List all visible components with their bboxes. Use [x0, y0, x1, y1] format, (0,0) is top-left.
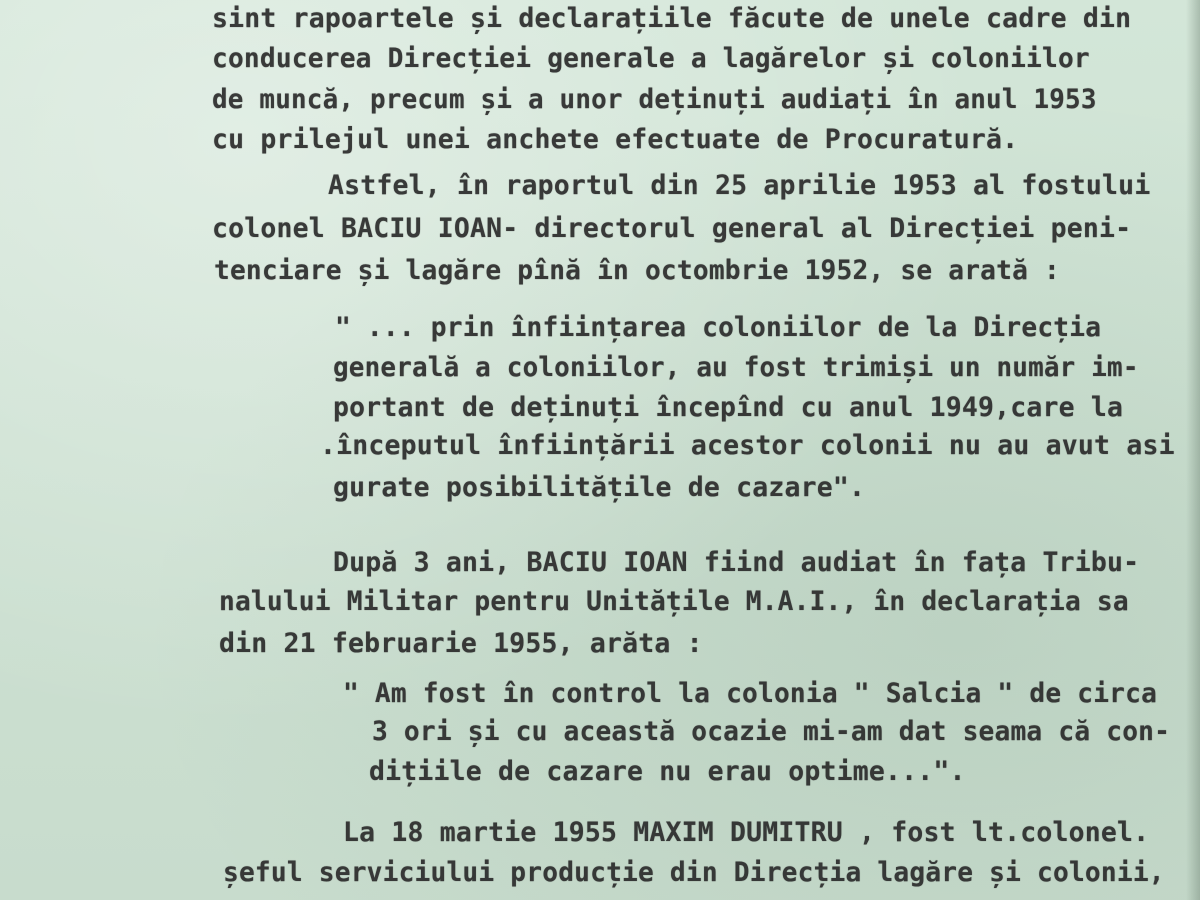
text-line: conducerea Direcției generale a lagărelor și coloniilor — [212, 43, 1090, 74]
text-line: După 3 ani, BACIU IOAN fiind audiat în fața Tribu- — [333, 547, 1140, 578]
text-line: nalului Militar pentru Unitățile M.A.I., în declarația sa — [219, 586, 1129, 617]
quote-line: dițiile de cazare nu erau optime...". — [369, 756, 966, 787]
text-line: din 21 februarie 1955, arăta : — [219, 628, 703, 659]
text-line: cu prilejul unei anchete efectuate de Procuratură. — [212, 124, 1019, 155]
quote-line: gurate posibilitățile de cazare". — [333, 472, 866, 503]
quote-line: 3 ori și cu această ocazie mi-am dat seama că con- — [372, 716, 1171, 747]
quote-line: " ... prin înființarea coloniilor de la Direcția — [335, 312, 1102, 343]
quote-line: .începutul înființării acestor colonii nu au avut asi — [320, 430, 1175, 461]
text-line: tenciare și lagăre pînă în octombrie 1952, se arată : — [214, 255, 1060, 286]
text-line: La 18 martie 1955 MAXIM DUMITRU , fost lt.colonel. — [343, 817, 1150, 848]
quote-line: " Am fost în control la colonia " Salcia " de circa — [343, 678, 1158, 709]
text-line: Astfel, în raportul din 25 aprilie 1953 al fostului — [328, 170, 1151, 201]
text-line: de muncă, precum și a unor deținuți audiați în anul 1953 — [212, 84, 1097, 115]
quote-line: generală a coloniilor, au fost trimiși un număr im- — [333, 352, 1139, 383]
quote-line: portant de deținuți începînd cu anul 1949,care la — [333, 392, 1124, 423]
page-edge-shadow — [1186, 0, 1200, 900]
text-line: sint rapoartele și declarațiile făcute de unele cadre din — [212, 3, 1132, 34]
text-line: colonel BACIU IOAN- directorul general al Direcției peni- — [212, 213, 1132, 244]
text-line: șeful serviciului producție din Direcția lagăre și colonii, — [223, 857, 1165, 888]
